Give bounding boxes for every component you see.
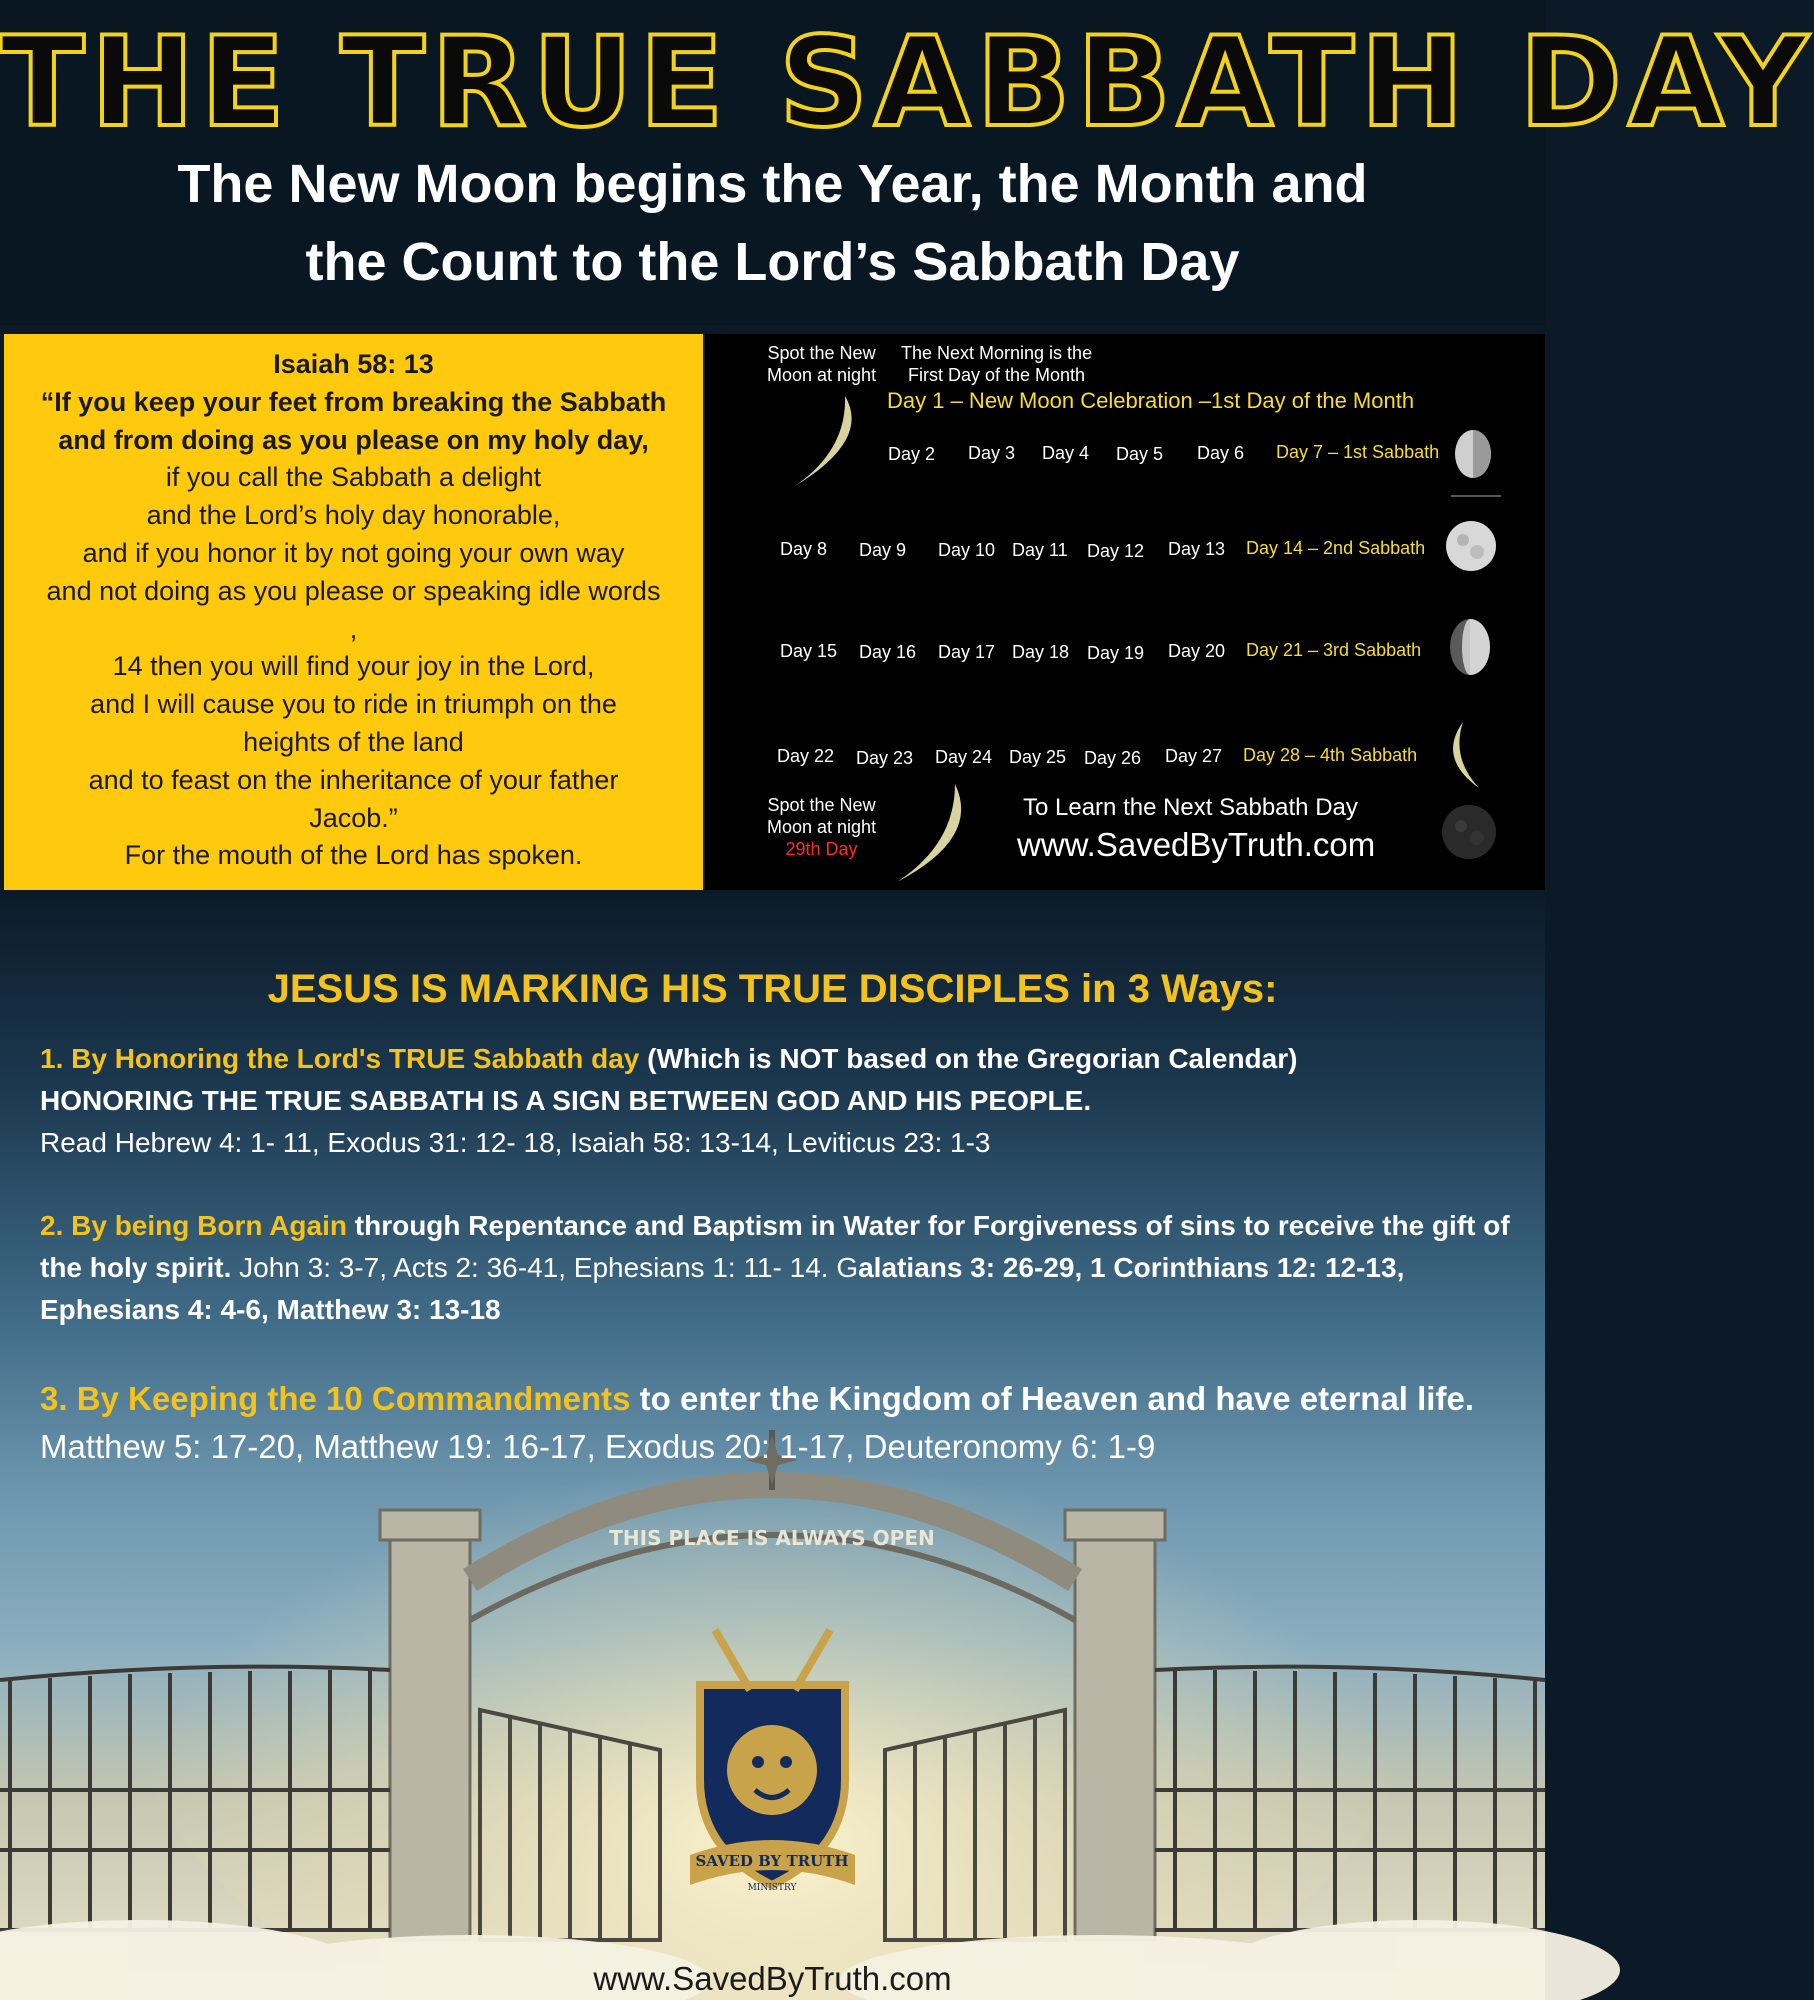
scripture-line: and I will cause you to ride in triumph on the	[90, 689, 617, 720]
point-born-again: 2. By being Born Again through Repentance and Baptism in Water for Forgiveness of sins to receive the gift of the holy spirit. John 3: 3-7, Acts 2: 36-41, Ephesians 1: 11- 14. Galatians 3: 26-29, 1 Corinthians 12: 12-13, Ephesians 4: 4-6, Matthew 3: 13-18	[40, 1210, 1510, 1325]
calendar-day: Day 23	[856, 748, 914, 768]
page-title: THE TRUE SABBATH DAY	[0, 11, 1814, 155]
lion-icon	[727, 1725, 817, 1815]
scripture-box	[4, 334, 703, 890]
calendar-day: Day 24	[935, 747, 993, 767]
point-sabbath: 1. By Honoring the Lord's TRUE Sabbath day (Which is NOT based on the Gregorian Calendar) HONORING THE TRUE SABBATH IS A SIGN BETWEEN GOD AND HIS PEOPLE. Read Hebrew 4: 1- 11, Exodus 31: 12- 18, Isaiah 58: 13-14, Leviticus 23: 1-3	[40, 1043, 1298, 1158]
dark-moon-icon	[1439, 802, 1499, 862]
full-moon-icon	[1443, 518, 1499, 574]
gate-banner-text: THIS PLACE IS ALWAYS OPEN	[609, 1526, 935, 1550]
logo-subtext: MINISTRY	[747, 1883, 797, 1893]
point-commandments: 3. By Keeping the 10 Commandments to enter the Kingdom of Heaven and have eternal life. Matthew 5: 17-20, Matthew 19: 16-17, Exodus 20: 1-17, Deuteronomy 6: 1-9	[40, 1380, 1474, 1465]
calendar-day: Day 5	[1116, 444, 1164, 464]
scripture-line: For the mouth of the Lord has spoken.	[124, 840, 583, 871]
scripture-reference: Isaiah 58: 13	[273, 349, 434, 379]
sabbath-day: Day 21 – 3rd Sabbath	[1246, 640, 1422, 660]
header	[0, 0, 1814, 325]
day29-label: 29th Day	[785, 839, 858, 859]
calendar-day: Day 10	[938, 540, 996, 560]
calendar-day: Day 22	[777, 746, 835, 766]
waning-crescent-icon	[1445, 718, 1495, 792]
calendar-day: Day 15	[780, 641, 838, 661]
scripture-line: if you call the Sabbath a delight	[165, 462, 542, 493]
footer-website-link[interactable]: www.SavedByTruth.com	[593, 1960, 952, 1997]
scripture-line: and to feast on the inheritance of your father	[88, 764, 619, 795]
calendar-day: Day 3	[968, 443, 1016, 463]
crescent-moon-29th-icon	[885, 778, 975, 888]
scripture-line: 14 then you will find your joy in the Lord,	[112, 651, 595, 682]
day1-celebration-label: Day 1 – New Moon Celebration –1st Day of the Month	[887, 388, 1415, 413]
scripture-line: “If you keep your feet from breaking the Sabbath	[40, 386, 667, 417]
scripture-line: and if you honor it by not going your own way	[82, 537, 625, 568]
calendar-day: Day 4	[1042, 443, 1090, 463]
sabbath-day: Day 14 – 2nd Sabbath	[1246, 538, 1426, 558]
half-moon-icon	[1445, 614, 1495, 680]
spot-new-moon-label: Spot the New Moon at night	[767, 343, 877, 385]
learn-next-sabbath: To Learn the Next Sabbath Day	[1023, 794, 1358, 821]
calendar-day: Day 27	[1165, 746, 1223, 766]
logo-text: SAVED BY TRUTH	[695, 1852, 849, 1870]
scripture-line: and from doing as you please on my holy day,	[58, 424, 649, 455]
calendar-day: Day 25	[1009, 747, 1067, 767]
spot-new-moon-bottom: Spot the New Moon at night 29th Day	[767, 795, 877, 859]
page-subtitle	[0, 145, 1545, 301]
scripture-line: heights of the land	[243, 726, 464, 757]
crescent-moon-icon	[785, 390, 865, 490]
calendar-day: Day 20	[1168, 641, 1226, 661]
scripture-line: and the Lord’s holy day honorable,	[146, 500, 561, 531]
scripture-line: Jacob.”	[309, 802, 398, 833]
calendar-day: Day 12	[1087, 541, 1145, 561]
moon-phase-icon	[1451, 426, 1495, 486]
sabbath-day: Day 28 – 4th Sabbath	[1243, 745, 1418, 765]
disciples-section	[0, 890, 1545, 2000]
divider	[1451, 495, 1501, 497]
calendar-website-link[interactable]: www.SavedByTruth.com	[1017, 826, 1376, 863]
next-morning-label: The Next Morning is the First Day of the Month	[901, 343, 1093, 385]
calendar-day: Day 19	[1087, 643, 1145, 663]
calendar-day: Day 17	[938, 642, 996, 662]
calendar-day: Day 26	[1084, 748, 1142, 768]
sabbath-day: Day 7 – 1st Sabbath	[1276, 442, 1440, 462]
subtitle-line-2: the Count to the Lord’s Sabbath Day	[305, 232, 1240, 292]
calendar-day: Day 2	[888, 444, 936, 464]
calendar-day: Day 16	[859, 642, 917, 662]
disciples-heading: JESUS IS MARKING HIS TRUE DISCIPLES in 3 Ways:	[267, 967, 1278, 1011]
calendar-day: Day 8	[780, 539, 828, 559]
calendar-day: Day 11	[1012, 540, 1068, 560]
subtitle-line-1: The New Moon begins the Year, the Month and	[177, 154, 1368, 214]
calendar-day: Day 13	[1168, 539, 1226, 559]
calendar-day: Day 18	[1012, 642, 1070, 662]
calendar-day: Day 6	[1197, 443, 1245, 463]
scripture-line: and not doing as you please or speaking idle words	[46, 575, 661, 606]
scripture-line: ,	[349, 613, 358, 644]
moon-calendar	[705, 334, 1545, 890]
calendar-day: Day 9	[859, 540, 907, 560]
